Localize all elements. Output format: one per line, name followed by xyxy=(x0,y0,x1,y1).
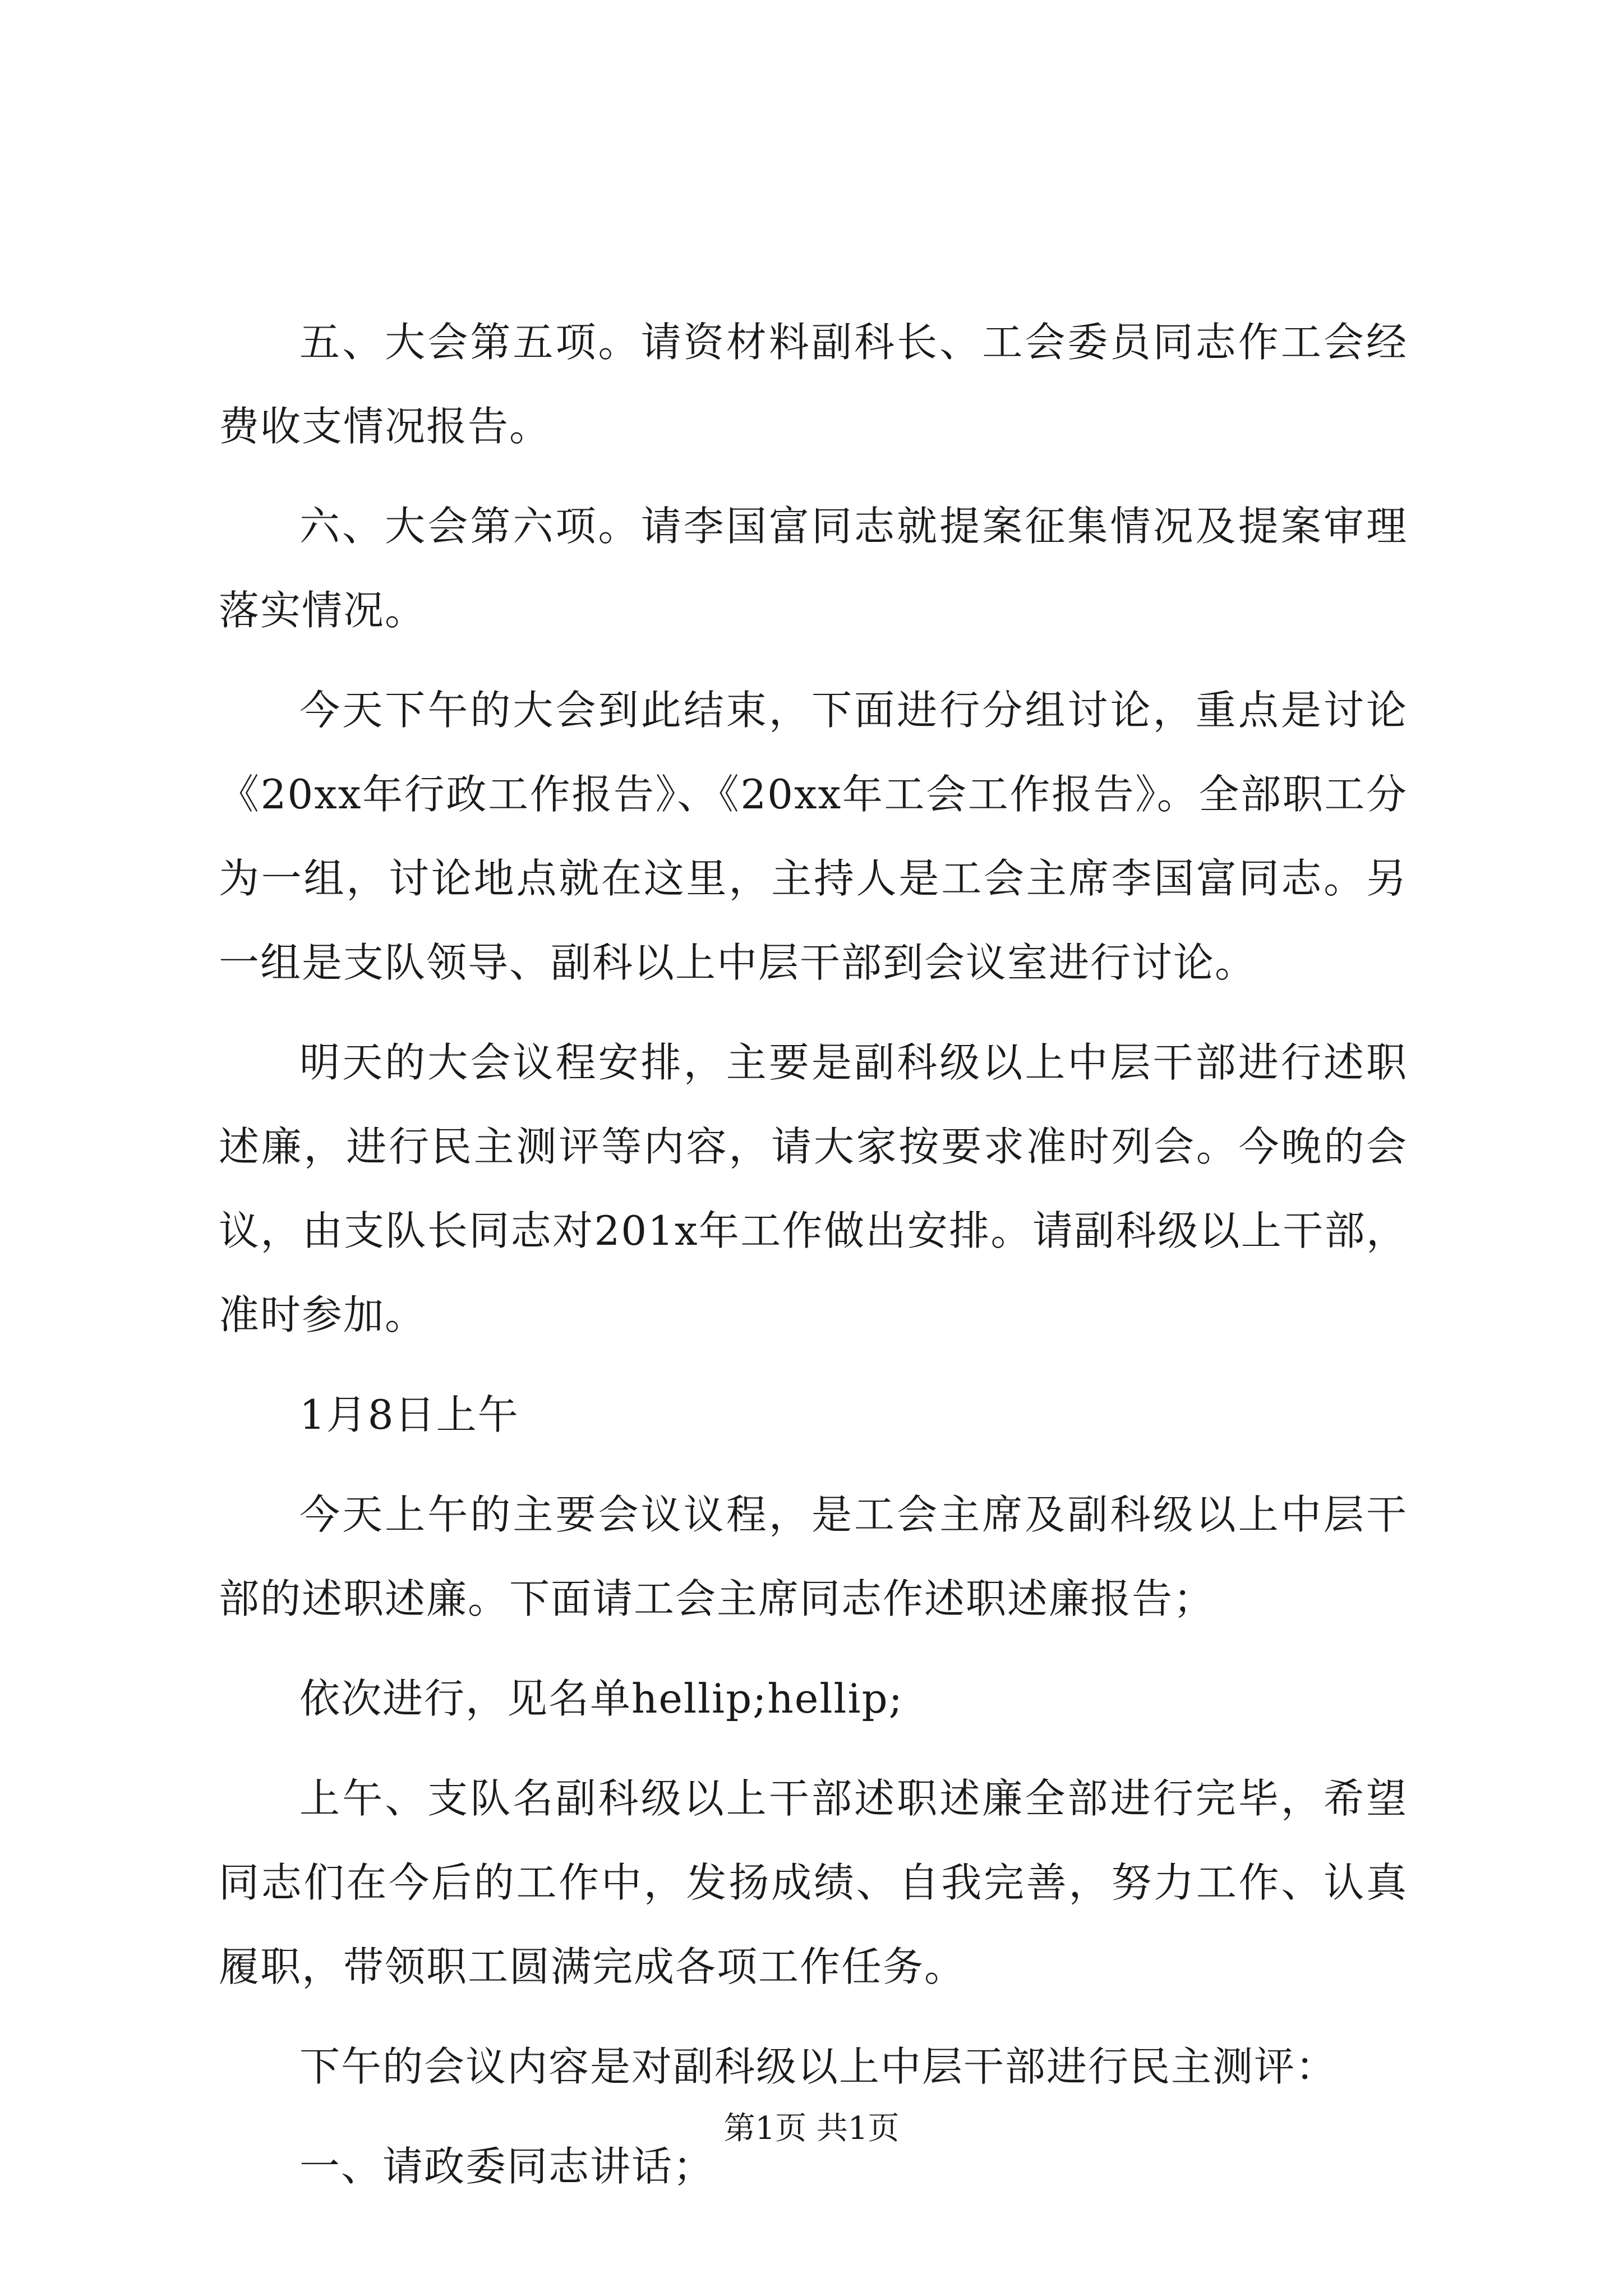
paragraph-morning-agenda: 今天上午的主要会议议程，是工会主席及副科级以上中层干部的述职述廉。下面请工会主席同志作述职述廉报告； xyxy=(219,1491,1408,1622)
paragraph-agenda-item-five: 五、大会第五项。请资材料副科长、工会委员同志作工会经费收支情况报告。 xyxy=(219,319,1408,450)
paragraph-morning-summary: 上午、支队名副科级以上干部述职述廉全部进行完毕，希望同志们在今后的工作中，发扬成绩、自我完善，努力工作、认真履职，带领职工圆满完成各项工作任务。 xyxy=(219,1775,1408,1990)
paragraph-agenda-item-six: 六、大会第六项。请李国富同志就提案征集情况及提案审理落实情况。 xyxy=(219,503,1408,634)
paragraph-afternoon-evaluation: 下午的会议内容是对副科级以上中层干部进行民主测评： xyxy=(299,2043,1338,2090)
paragraph-afternoon-close: 今天下午的大会到此结束，下面进行分组讨论，重点是讨论《20xx年行政工作报告》、《20xx年工会工作报告》。全部职工分为一组，讨论地点就在这里，主持人是工会主席李国富同志。另一组是支队领导、副科以上中层干部到会议室进行讨论。 xyxy=(219,687,1408,986)
paragraph-commissar-speech: 一、请政委同志讲话； xyxy=(299,2143,715,2190)
paragraph-date-heading: 1月8日上午 xyxy=(299,1391,519,1438)
document-body xyxy=(219,300,1408,2224)
paragraph-tomorrow-agenda: 明天的大会议程安排，主要是副科级以上中层干部进行述职述廉，进行民主测评等内容，请大家按要求准时列会。今晚的会议，由支队长同志对201x年工作做出安排。请副科级以上干部，准时参加。 xyxy=(219,1039,1408,1338)
page-footer: 第1页 共1页 xyxy=(723,2110,900,2147)
paragraph-name-list: 依次进行，见名单hellip;hellip; xyxy=(299,1675,903,1722)
